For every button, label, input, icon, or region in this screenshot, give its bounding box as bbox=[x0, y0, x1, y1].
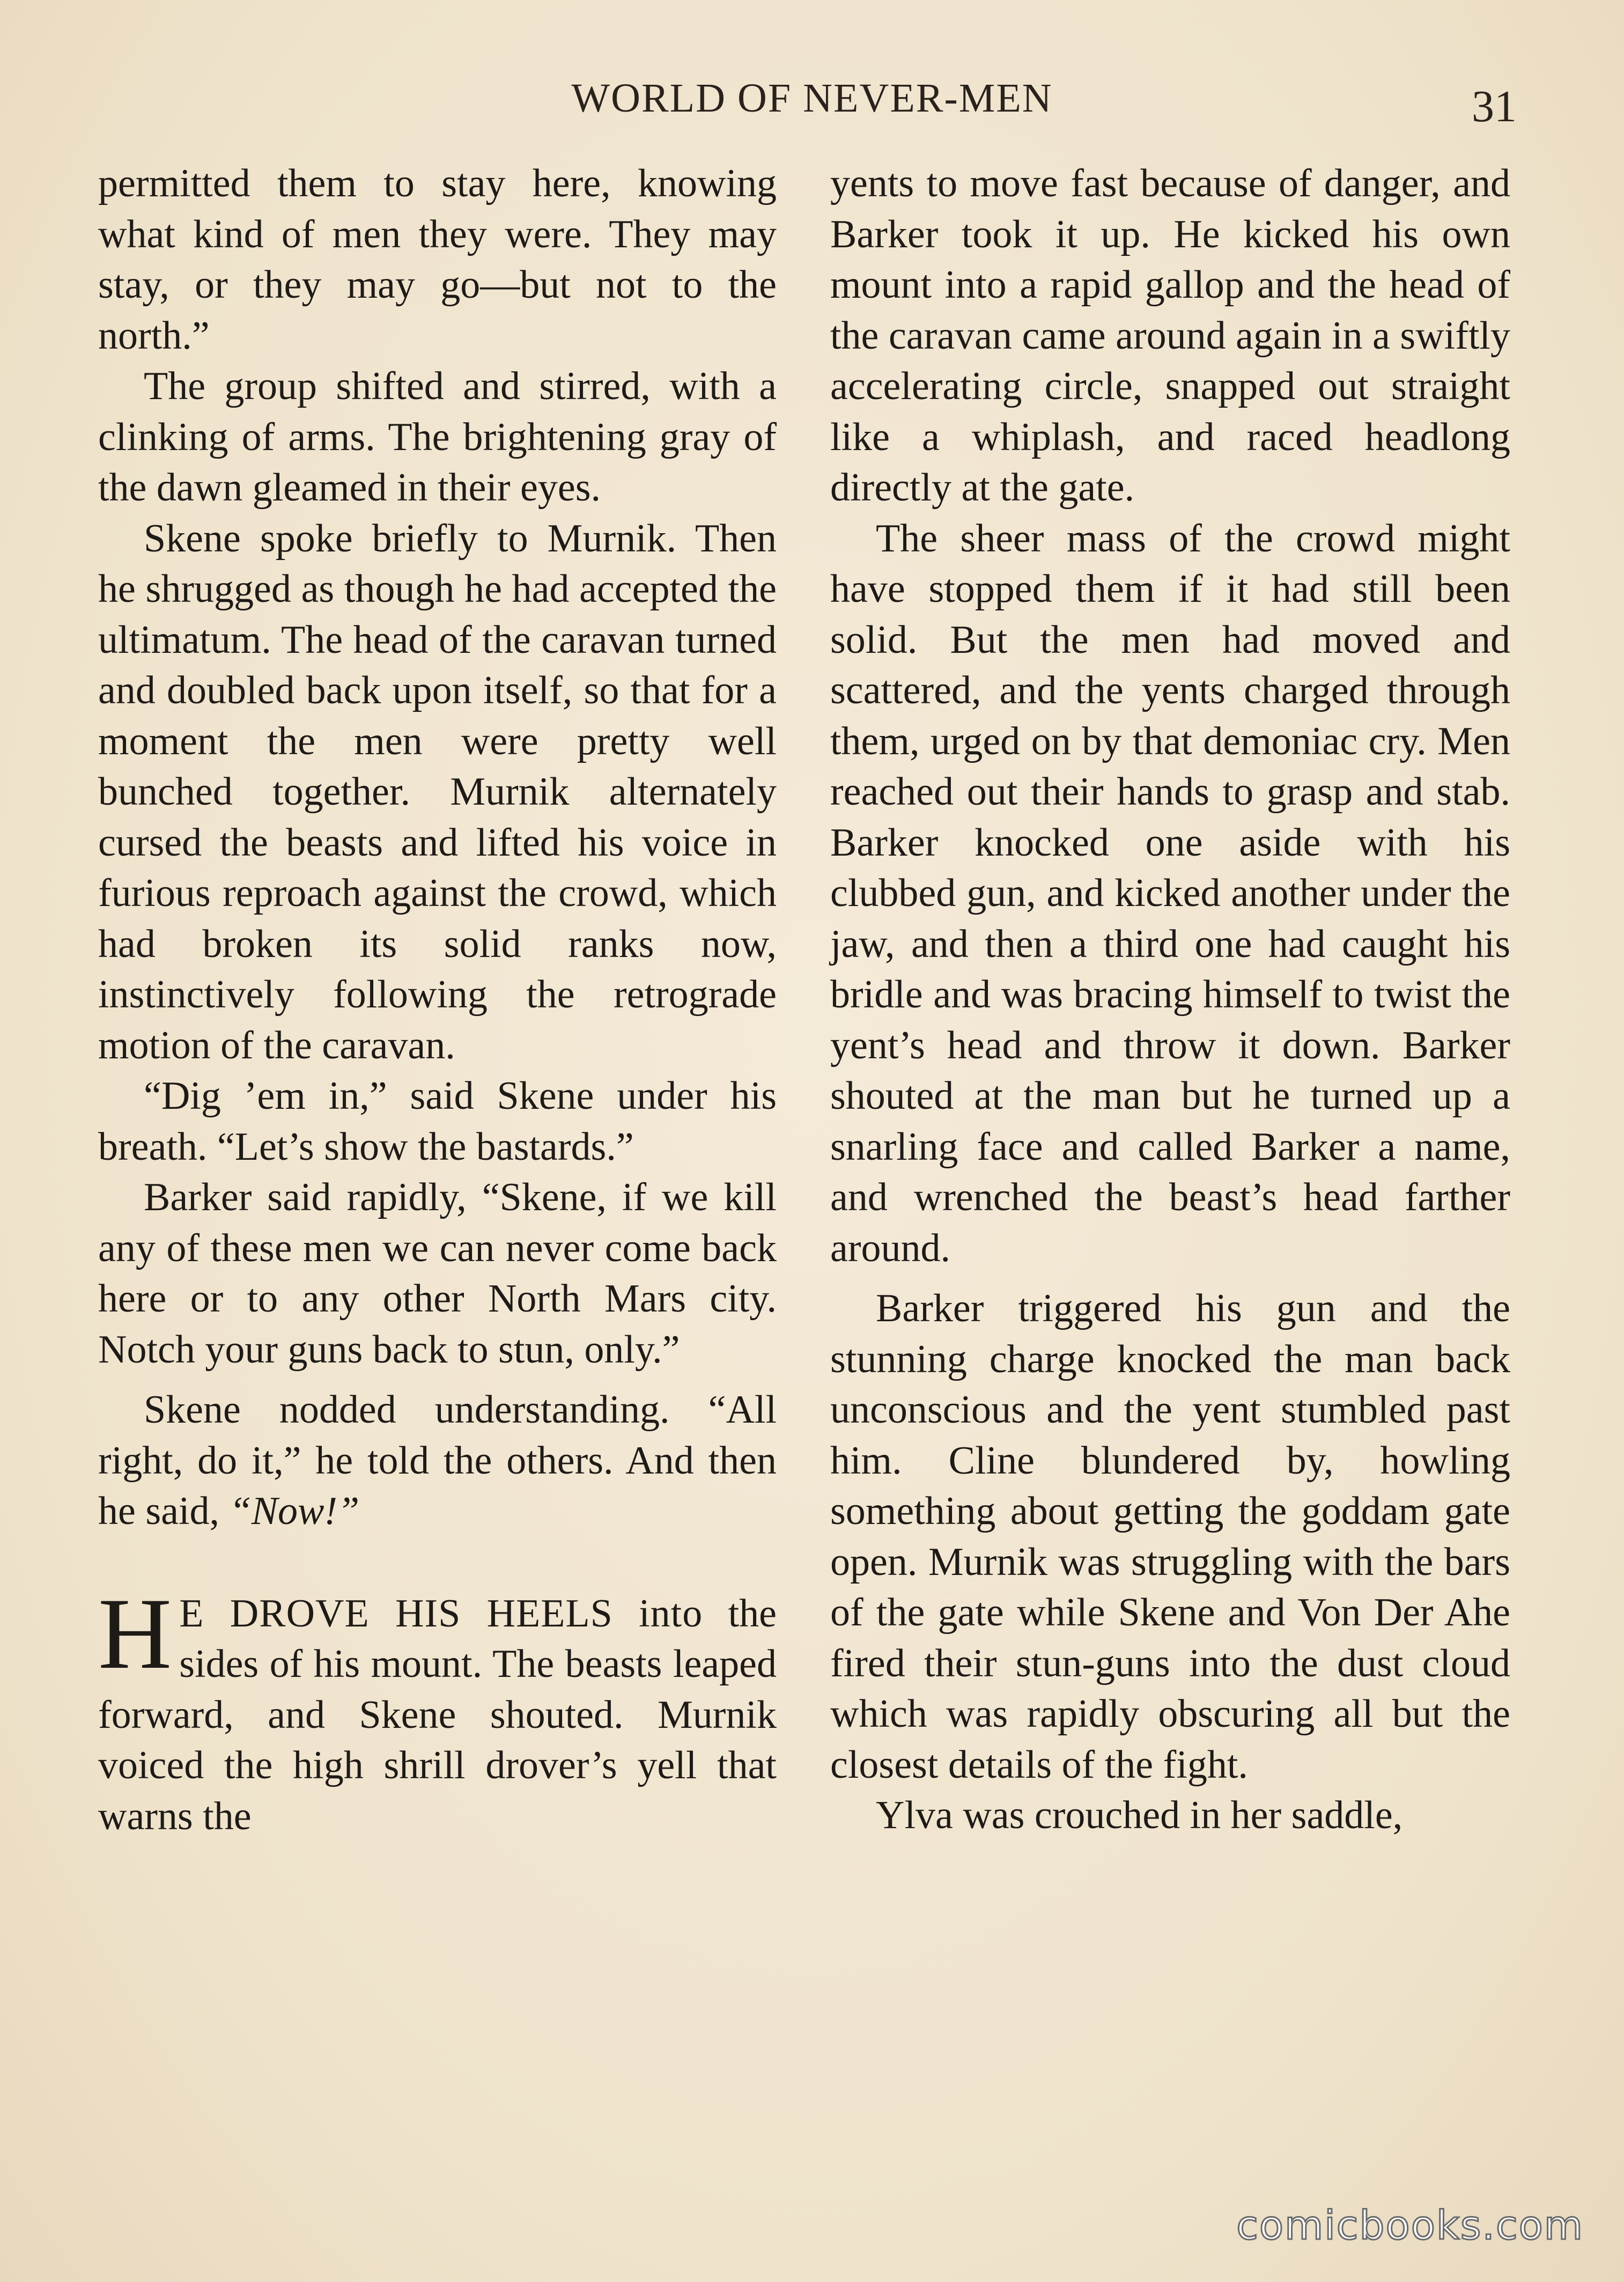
paragraph: The sheer mass of the crowd might have stopped them if it had still been solid. But the men had moved and scattered, and the yents charged through them, urged on by that demoniac cry. Men reached out their hands to grasp and stab. Barker knocked one aside with his clubbed gun, and kicked another under the jaw, and then a third one had caught his bridle and was bracing himself to twist the yent’s head and throw it down. Barker shouted at the man but he turned up a snarling face and called Barker a name, and wrenched the beast’s head farther around. bbox=[830, 516, 1510, 1270]
paragraph: “Dig ’em in,” said Skene under his breath. “Let’s show the bastards.” bbox=[98, 1074, 777, 1169]
page-number: 31 bbox=[1472, 82, 1517, 131]
paragraph: Skene spoke briefly to Murnik. Then he shrugged as though he had accepted the ultimatum. The head of the caravan turned and doubled back upon itself, so that for a moment the men were pretty well bunched together. Murnik alternately cursed the beasts and lifted his voice in furious reproach against the crowd, which had broken its solid ranks now, instinctively following the retrograde motion of the caravan. bbox=[98, 516, 777, 1068]
paragraph: Ylva was crouched in her saddle, bbox=[876, 1793, 1403, 1837]
right-column bbox=[830, 158, 1510, 1841]
left-column bbox=[98, 158, 777, 1842]
paragraph-text: Skene nodded understanding. “All right, do it,” he told the others. And then he said, bbox=[98, 1388, 777, 1533]
watermark-logo: comicbooks.com bbox=[1236, 2203, 1584, 2249]
paragraph: yents to move fast because of danger, and Barker took it up. He kicked his own mount into a rapid gallop and the head of the caravan came around again in a swiftly accelerating circle, snapped out straight like a whiplash, and raced headlong directly at the gate. bbox=[830, 161, 1510, 510]
lead-in-text: E DROVE HIS HEELS into bbox=[179, 1591, 703, 1636]
paragraph bbox=[98, 1385, 777, 1537]
emphasis-text: “Now!” bbox=[229, 1489, 360, 1533]
section-opening-paragraph bbox=[98, 1577, 777, 1842]
paragraph: The group shifted and stirred, with a clinking of arms. The brightening gray of the dawn gleamed in their eyes. bbox=[98, 364, 777, 510]
paragraph-text: the sides of his mount. The beasts leaped forward, and Skene shouted. Murnik voiced the high shrill drover’s yell that warns the bbox=[98, 1591, 777, 1838]
paragraph: permitted them to stay here, knowing what kind of men they were. They may stay, or they may go—but not to the north.” bbox=[98, 161, 777, 358]
drop-cap: H bbox=[98, 1577, 172, 1690]
paragraph: Barker triggered his gun and the stunning charge knocked the man back unconscious and the yent stumbled past him. Cline blundered by, howling something about getting the goddam gate open. Murnik was struggling with the bars of the gate while Skene and Von Der Ahe fired their stun-guns into the dust cloud which was rapidly obscuring all but the closest details of the fight. bbox=[830, 1286, 1510, 1787]
running-title: WORLD OF NEVER-MEN bbox=[571, 76, 1053, 121]
paragraph: Barker said rapidly, “Skene, if we kill any of these men we can never come back here or to any other North Mars city. Notch your guns back to stun, only.” bbox=[98, 1175, 777, 1372]
